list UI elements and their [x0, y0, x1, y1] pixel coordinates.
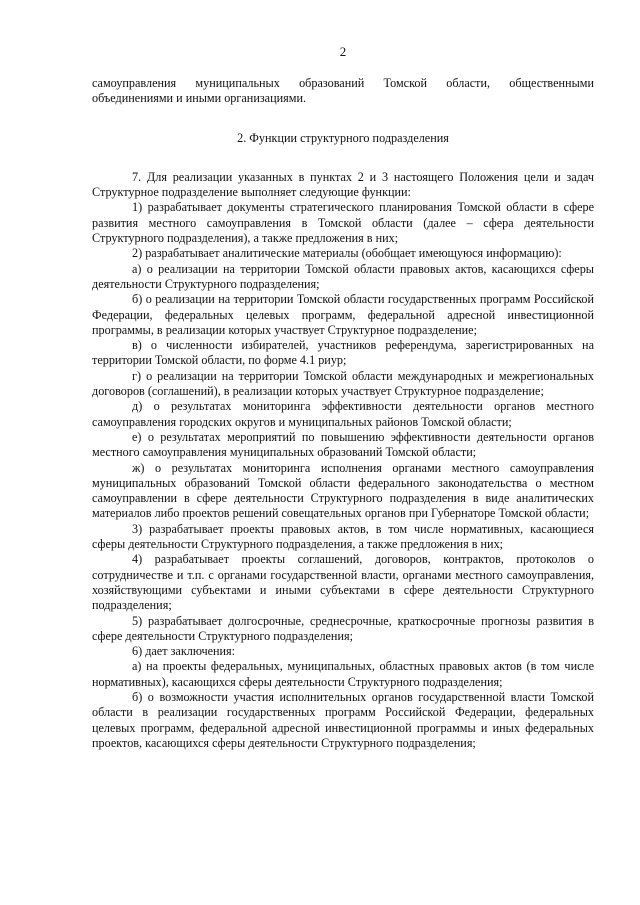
paragraph-item-5: 5) разрабатывает долгосрочные, среднесрочные, краткосрочные прогнозы развития в сфере деятельности Структурного подразделения;: [92, 613, 594, 643]
paragraph-item-2e: е) о результатах мероприятий по повышению эффективности деятельности органов местного самоуправления муниципальных образований Томской области;: [92, 429, 594, 460]
paragraph-item-2d: д) о результатах мониторинга эффективности деятельности органов местного самоуправления городских округов и муниципальных районов Томской области;: [92, 399, 594, 429]
paragraph-item-2a: а) о реализации на территории Томской области правовых актов, касающихся сферы деятельности Структурного подразделения;: [92, 261, 594, 291]
paragraph-7: 7. Для реализации указанных в пунктах 2 и 3 настоящего Положения цели и задач Структурное подразделение выполняет следующие функции:: [92, 169, 594, 200]
page-number: 2: [339, 44, 347, 59]
intro-paragraph: самоуправления муниципальных образований Томской области, общественными объединениями и иными организациями.: [92, 76, 594, 106]
document-page: [92, 0, 594, 905]
paragraph-item-2: 2) разрабатывает аналитические материалы (обобщает имеющуюся информацию):: [132, 246, 562, 261]
paragraph-item-2v: в) о численности избирателей, участников референдума, зарегистрированных на территории Томской области, по форме 4.1 риур;: [92, 338, 594, 368]
paragraph-item-6a: а) на проекты федеральных, муниципальных, областных правовых актов (в том числе нормативных), касающихся сферы деятельности Структурного подразделения;: [92, 659, 594, 689]
paragraph-item-2b: б) о реализации на территории Томской области государственных программ Российской Федерации, федеральных целевых программ, федеральной адресной инвестиционной программы, в реализации которых участвует Структурное подразделение;: [92, 292, 594, 337]
paragraph-item-6: 6) дает заключения:: [132, 644, 236, 659]
paragraph-item-6b: б) о возможности участия исполнительных органов государственной власти Томской области в реализации государственных программ Российской Федерации, федеральных целевых программ, федеральной адресной инвестиционной программы и иных федеральных проектов, касающихся сферы деятельности Структурного подразделения;: [92, 689, 594, 750]
paragraph-item-3: 3) разрабатывает проекты правовых актов, в том числе нормативных, касающиеся сферы деятельности Структурного подразделения, а также предложения в них;: [92, 521, 594, 552]
paragraph-item-2zh: ж) о результатах мониторинга исполнения органами местного самоуправления муниципальных образований Томской области федерального законодательства о местном самоуправлении в сфере деятельности Структурного подразделения в виде аналитических материалов либо проектов решений совещательных органов при Губернаторе Томской области;: [92, 460, 594, 521]
paragraph-item-2g: г) о реализации на территории Томской области международных и межрегиональных договоров (соглашений), в реализации которых участвует Структурное подразделение;: [92, 368, 594, 399]
section-title: 2. Функции структурного подразделения: [237, 130, 449, 145]
paragraph-item-1: 1) разрабатывает документы стратегического планирования Томской области в сфере развития местного самоуправления в Томской области (далее – сфера деятельности Структурного подразделения), а также предложения в них;: [92, 200, 594, 246]
document-body: [92, 76, 594, 751]
paragraph-item-4: 4) разрабатывает проекты соглашений, договоров, контрактов, протоколов о сотрудничестве и т.п. с органами государственной власти, органами местного самоуправления, хозяйствующими субъектами и иными субъектами в сфере деятельности Структурного подразделения;: [92, 552, 594, 613]
